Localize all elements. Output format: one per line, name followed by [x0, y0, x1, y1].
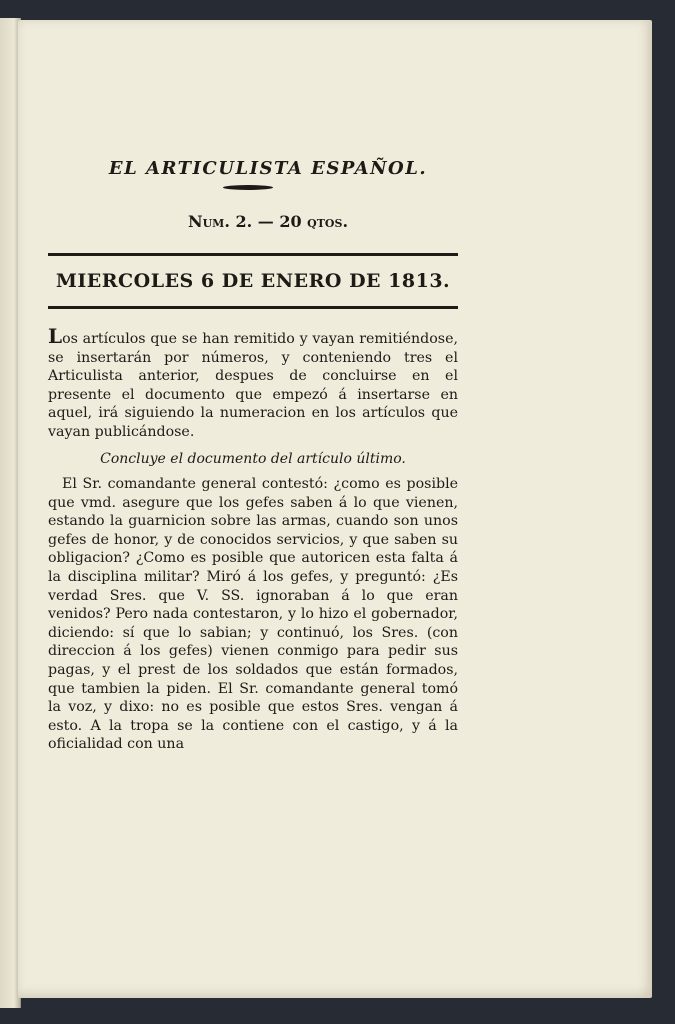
body-paragraph: El Sr. comandante general contestó: ¿como es posible que vmd. asegure que los gefes saben á lo que vienen, estando la guarnicion sobre las armas, cuando son unos gefes de honor, y de conocidos servicios, y que saben su obligacion? ¿Como es posible que autoricen esta falta á la disciplina militar? Miró á los gefes, y preguntó: ¿Es verdad Sres. que V. SS. ignoraban á lo que eran venidos? Pero nada contestaron, y lo hizo el gobernador, diciendo: sí que lo sabian; y continuó, los Sres. (con direccion á los gefes) vienen conmigo para pedir sus pagas, y el prest de los soldados que están formados, que tambien la piden. El Sr. comandante general tomó la voz, y dixo: no es posible que estos Sres. vengan á esto. A la tropa se la contiene con el castigo, y á la oficialidad con una [48, 476, 458, 753]
issue-date: MIERCOLES 6 DE ENERO DE 1813. [55, 270, 451, 292]
page-content [48, 158, 458, 754]
rule-bottom [48, 306, 458, 309]
drop-letter: L [48, 324, 63, 348]
issue-number: Num. 2. — 20 qtos. [187, 212, 349, 231]
newspaper-title: EL ARTICULISTA ESPAÑOL. [108, 158, 428, 179]
section-subtitle: Concluye el documento del artículo último. [100, 451, 406, 467]
document-page [18, 20, 652, 998]
ornament-divider [223, 185, 273, 190]
rule-top [48, 253, 458, 256]
intro-text: os artículos que se han remitido y vayan remitiéndose, se insertarán por números, y conteniendo tres el Articulista anterior, despues de concluirse en el presente el documento que empezó á insertarse en aquel, irá siguiendo la numeracion en los artículos que vayan publicándose. [48, 331, 458, 440]
intro-paragraph [48, 324, 458, 441]
